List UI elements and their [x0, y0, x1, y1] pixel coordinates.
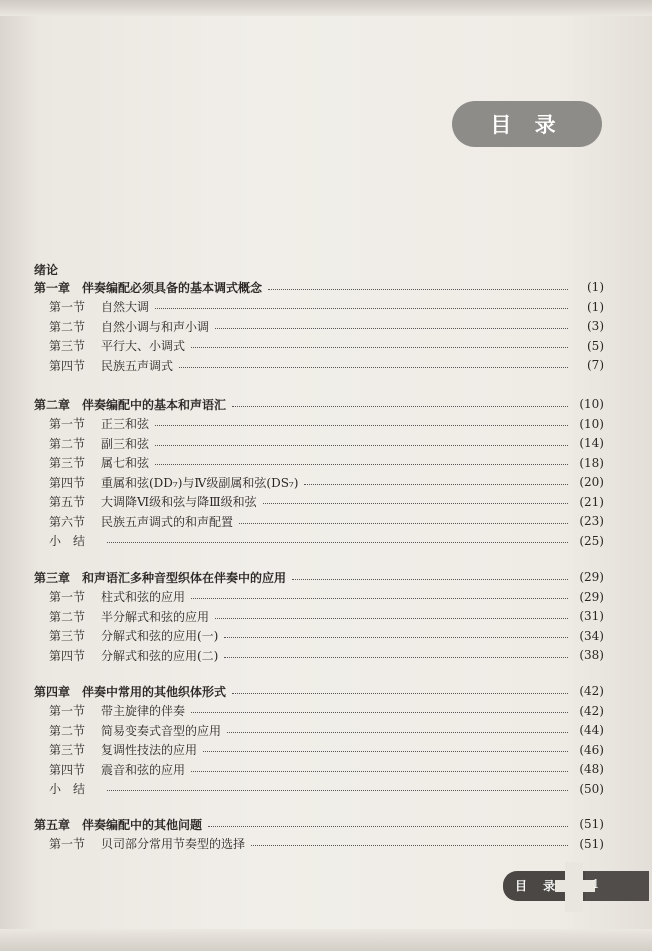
- toc-section-number: 小 结: [49, 782, 86, 796]
- toc-chapter-label: 第四章 伴奏中常用的其他织体形式: [34, 684, 227, 699]
- toc-section-row[interactable]: [49, 626, 604, 646]
- toc-page-number: (1): [587, 280, 604, 294]
- toc-section-number: 第二节: [49, 609, 86, 624]
- toc-section-row[interactable]: [49, 779, 604, 799]
- toc-leader-dots: [155, 425, 568, 426]
- toc-section-label: [49, 835, 245, 852]
- toc-section-row[interactable]: [49, 740, 604, 760]
- toc-section-number: 第三节: [49, 456, 86, 470]
- footer-label: 目 录: [515, 879, 562, 893]
- toc-leader-dots: [251, 845, 568, 846]
- toc-page-number: (34): [579, 628, 604, 643]
- toc-section-label: [49, 647, 218, 664]
- toc-section-number: 第二节: [49, 723, 86, 738]
- toc-section-number: 第五节: [49, 495, 86, 509]
- toc-section-row[interactable]: [49, 336, 604, 356]
- toc-section-label: [49, 627, 218, 644]
- toc-leader-dots: [268, 289, 568, 290]
- toc-section-label: [49, 608, 209, 625]
- toc-section-title: 重属和弦(DD₇)与Ⅳ级副属和弦(DS₇): [101, 475, 299, 490]
- toc-leader-dots: [155, 308, 568, 309]
- toc-section-number: 第一节: [49, 417, 86, 431]
- toc-section-title: 副三和弦: [101, 436, 150, 451]
- toc-leader-dots: [107, 542, 568, 543]
- toc-section-title: 简易变奏式音型的应用: [101, 723, 222, 738]
- toc-page-number: (50): [579, 781, 604, 796]
- toc-chapter-row[interactable]: [34, 567, 604, 587]
- toc-section-row[interactable]: [49, 433, 604, 453]
- toc-section-label: [49, 415, 149, 432]
- toc-section-label: [49, 435, 149, 452]
- toc-section-number: 第二节: [49, 319, 86, 334]
- toc-section-title: 自然大调: [101, 300, 150, 314]
- toc-section-number: 第一节: [49, 590, 86, 604]
- toc-page-number: (21): [579, 494, 604, 509]
- toc-page-number: (38): [579, 648, 604, 662]
- toc-page-number: (29): [579, 589, 604, 604]
- toc-section-title: 大调降Ⅵ级和弦与降Ⅲ级和弦: [101, 495, 257, 509]
- toc-section-number: 第四节: [49, 358, 86, 373]
- toc-section-title: 属七和弦: [101, 456, 150, 470]
- toc-chapter-label: 第五章 伴奏编配中的其他问题: [34, 817, 203, 832]
- toc-section-row[interactable]: [49, 587, 604, 607]
- toc-section-title: 自然小调与和声小调: [101, 319, 210, 334]
- toc-section-title: 半分解式和弦的应用: [101, 609, 210, 624]
- toc-section-title: 分解式和弦的应用(一): [101, 629, 219, 643]
- toc-section-row[interactable]: [49, 492, 604, 512]
- toc-leader-dots: [191, 347, 568, 348]
- toc-page-number: (44): [579, 723, 604, 737]
- toc-section-label: [49, 588, 185, 605]
- toc-section-title: 震音和弦的应用: [101, 762, 186, 777]
- toc-section-number: 第四节: [49, 648, 86, 663]
- toc-section-label: [49, 474, 298, 491]
- toc-chapter-label: 第三章 和声语汇多种音型织体在伴奏中的应用: [34, 570, 287, 585]
- toc-section-row[interactable]: [49, 701, 604, 721]
- toc-chapter-row[interactable]: [34, 394, 604, 414]
- toc-section-title: 柱式和弦的应用: [101, 590, 186, 604]
- toc-section-row[interactable]: [49, 759, 604, 779]
- toc-section-title: 分解式和弦的应用(二): [101, 648, 219, 663]
- toc-chapter-row[interactable]: [34, 681, 604, 701]
- toc-section-number: 小 结: [49, 534, 86, 548]
- toc-chapter-label: 第二章 伴奏编配中的基本和声语汇: [34, 397, 227, 412]
- toc-section-number: 第四节: [49, 762, 86, 777]
- toc-page-number: (42): [579, 684, 604, 698]
- toc-title: 目 录: [490, 113, 564, 137]
- toc-leader-dots: [191, 712, 568, 713]
- toc-leader-dots: [304, 484, 568, 485]
- toc-leader-dots: [191, 598, 568, 599]
- toc-page-number: (1): [587, 299, 604, 314]
- toc-page-number: (51): [579, 836, 604, 851]
- toc-intro-row[interactable]: [34, 259, 604, 279]
- toc-leader-dots: [155, 464, 568, 465]
- toc-leader-dots: [263, 503, 568, 504]
- toc-section-number: 第六节: [49, 514, 86, 529]
- toc-section-label: [49, 454, 149, 471]
- toc-section-label: [49, 741, 197, 758]
- toc-section-row[interactable]: [49, 645, 604, 665]
- toc-chapter-label: 第一章 伴奏编配必须具备的基本调式概念: [34, 280, 263, 295]
- toc-section-number: 第一节: [49, 837, 86, 851]
- footer-page-number: 1: [592, 877, 600, 891]
- toc-leader-dots: [191, 771, 568, 772]
- toc-page-number: (18): [579, 455, 604, 470]
- toc-leader-dots: [224, 637, 568, 638]
- toc-leader-dots: [232, 406, 568, 407]
- toc-page-number: (3): [587, 319, 604, 333]
- toc-section-row[interactable]: [49, 414, 604, 434]
- toc-section-row[interactable]: [49, 355, 604, 375]
- toc-section-row[interactable]: [49, 453, 604, 473]
- toc-section-number: 第四节: [49, 475, 86, 490]
- toc-section-number: 第一节: [49, 704, 86, 718]
- toc-page-number: (48): [579, 762, 604, 776]
- toc-leader-dots: [179, 367, 568, 368]
- toc-leader-dots: [215, 328, 568, 329]
- toc-section-title: 民族五声调式的和声配置: [101, 514, 234, 529]
- toc-page-number: (31): [579, 609, 604, 623]
- toc-section-label: [49, 722, 221, 739]
- toc-section-label: [49, 337, 185, 354]
- toc-section-row[interactable]: [49, 720, 604, 740]
- toc-leader-dots: [292, 579, 568, 580]
- toc-section-label: [49, 780, 101, 797]
- toc-leader-dots: [215, 618, 568, 619]
- toc-section-number: 第三节: [49, 629, 86, 643]
- toc-section-label: [49, 513, 233, 530]
- toc-chapter-row[interactable]: [34, 814, 604, 834]
- toc-page-number: (5): [587, 338, 604, 353]
- toc-page-number: (20): [579, 475, 604, 489]
- toc-section-number: 第三节: [49, 339, 86, 353]
- toc-page-number: (42): [579, 703, 604, 718]
- toc-section-row[interactable]: [49, 316, 604, 336]
- toc-section-row[interactable]: [49, 531, 604, 551]
- toc-section-label: [49, 318, 209, 335]
- toc-leader-dots: [239, 523, 568, 524]
- toc-section-row[interactable]: [49, 472, 604, 492]
- toc-page-number: (23): [579, 514, 604, 528]
- toc-chapter-row[interactable]: [34, 277, 604, 297]
- toc-section-title: 正三和弦: [101, 417, 150, 431]
- toc-page-number: (14): [579, 436, 604, 450]
- toc-page-number: (10): [579, 397, 604, 411]
- toc-section-label: [49, 357, 173, 374]
- toc-page-number: (7): [587, 358, 604, 372]
- toc-section-row[interactable]: [49, 606, 604, 626]
- toc-section-label: [49, 532, 101, 549]
- toc-section-title: 复调性技法的应用: [101, 743, 198, 757]
- toc-page-number: (25): [579, 533, 604, 548]
- toc-section-title: 民族五声调式: [101, 358, 174, 373]
- toc-leader-dots: [208, 826, 568, 827]
- toc-leader-dots: [232, 693, 568, 694]
- toc-section-row[interactable]: [49, 511, 604, 531]
- toc-intro-label: 绪论: [34, 262, 59, 277]
- toc-page-number: (29): [579, 570, 604, 584]
- toc-page-number: (10): [579, 416, 604, 431]
- toc-leader-dots: [155, 445, 568, 446]
- toc-leader-dots: [224, 657, 568, 658]
- toc-section-title: 贝司部分常用节奏型的选择: [101, 837, 246, 851]
- toc-section-row[interactable]: [49, 834, 604, 854]
- toc-section-title: 带主旋律的伴奏: [101, 704, 186, 718]
- toc-section-title: 平行大、小调式: [101, 339, 186, 353]
- toc-section-row[interactable]: [49, 297, 604, 317]
- toc-section-label: [49, 298, 149, 315]
- toc-leader-dots: [203, 751, 568, 752]
- toc-page-number: (51): [579, 817, 604, 831]
- toc-section-label: [49, 493, 257, 510]
- toc-section-label: [49, 702, 185, 719]
- toc-leader-dots: [107, 790, 568, 791]
- toc-section-number: 第二节: [49, 436, 86, 451]
- toc-section-number: 第三节: [49, 743, 86, 757]
- toc-section-number: 第一节: [49, 300, 86, 314]
- toc-page-number: (46): [579, 742, 604, 757]
- toc-section-label: [49, 761, 185, 778]
- toc-leader-dots: [227, 732, 568, 733]
